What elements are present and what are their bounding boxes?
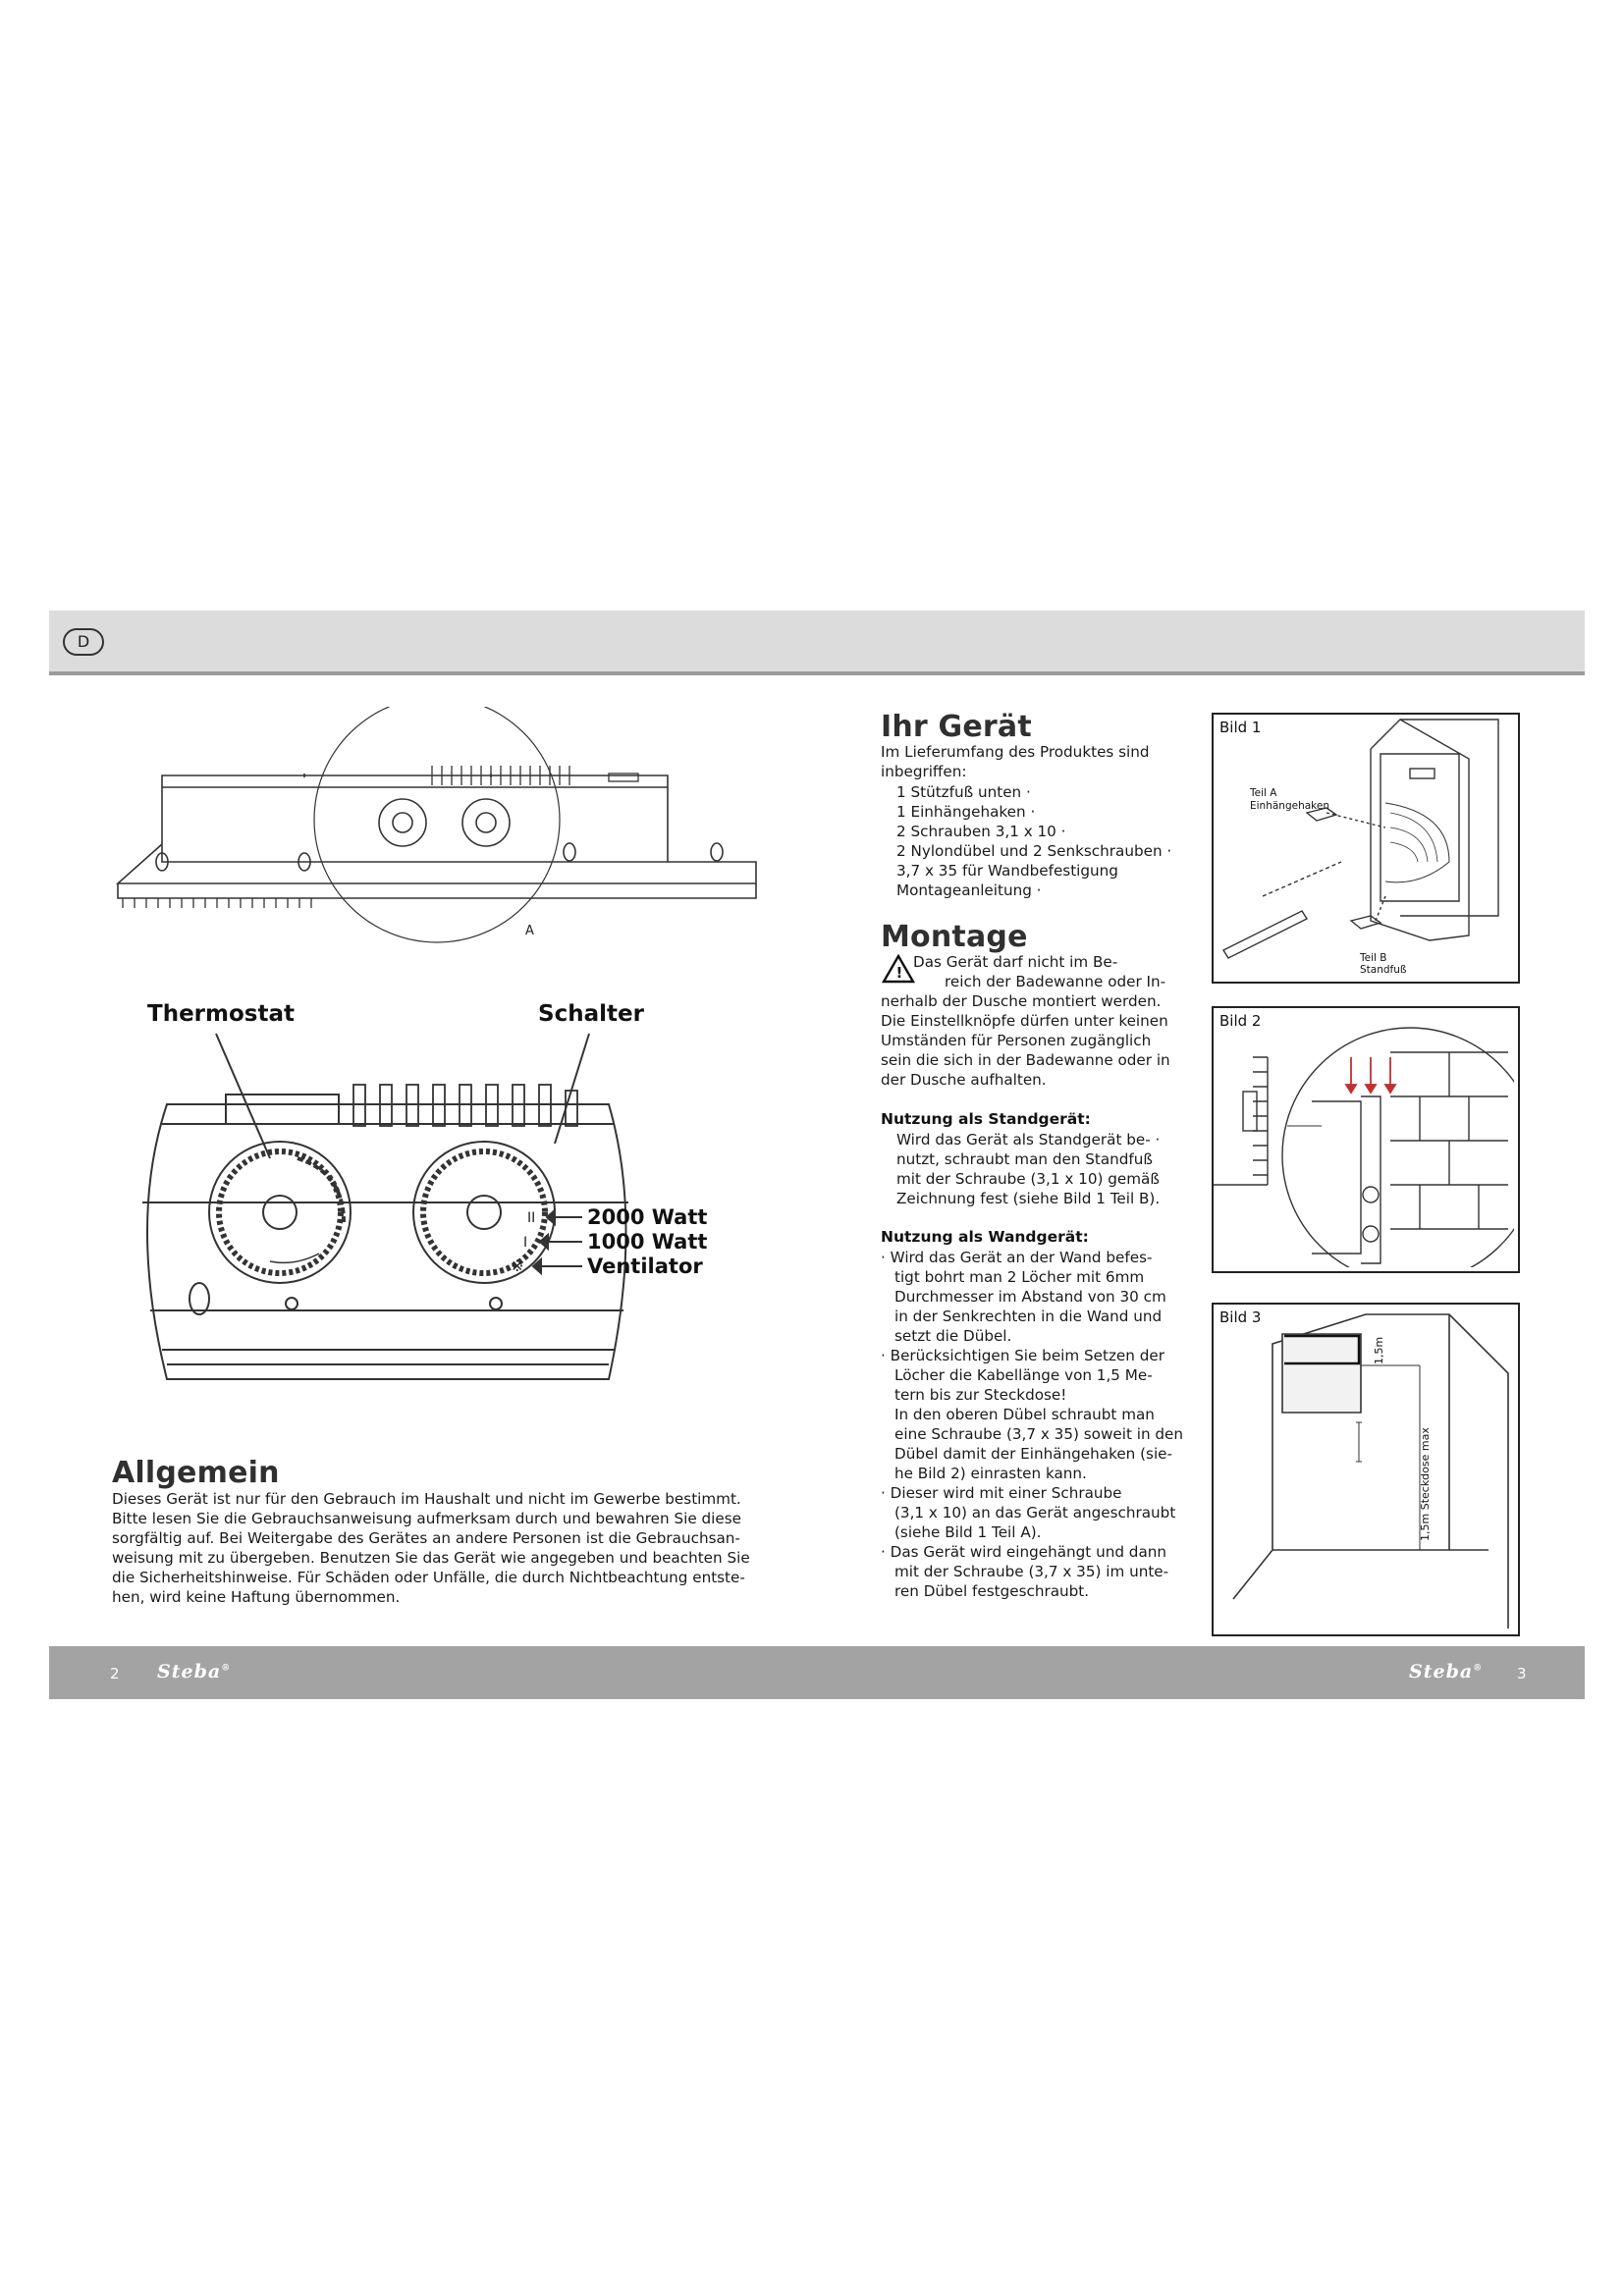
heater-top-diagram: [108, 707, 776, 962]
montage-title: Montage: [881, 920, 1028, 954]
montage-line-1: Das Gerät darf nicht im Be-: [913, 953, 1118, 971]
standgeraet-title: Nutzung als Standgerät:: [881, 1110, 1091, 1128]
bild-2-title: Bild 2: [1219, 1012, 1262, 1030]
label-2000-watt: 2000 Watt: [587, 1205, 708, 1229]
bild-1-standfuss: Standfuß: [1360, 964, 1407, 976]
wandgeraet-text: · Wird das Gerät an der Wand befes- tigt bohrt man 2 Löcher mit 6mm Durchmesser im Abstand von 30 cm in der Senkrechten in die Wand und setzt die Dübel. · Berücksichtigen Sie beim Setzen der Löcher die Kabellänge von 1,5 Me- tern bis zur Steckdose! In den oberen Dübel schraubt man eine Schraube (3,7 x 35) soweit in den Dübel damit der Einhängehaken (sie- he Bild 2) einrasten kann. · Dieser wird mit einer Schraube (3,1 x 10) an das Gerät angeschraubt (siehe Bild 1 Teil A). · Das Gerät wird eingehängt und dann mit der Schraube (3,7 x 35) im unte- ren Dübel festgeschraubt.: [881, 1249, 1184, 1600]
label-thermostat: Thermostat: [147, 1001, 295, 1027]
bild-1-title: Bild 1: [1219, 719, 1262, 736]
language-badge: D: [63, 628, 104, 656]
wandgeraet-title: Nutzung als Wandgerät:: [881, 1228, 1089, 1246]
svg-text:I: I: [523, 1235, 528, 1251]
page-number-right: 3: [1517, 1665, 1527, 1682]
svg-text:※: ※: [511, 1256, 524, 1275]
bild-2-drawing: [1214, 1008, 1514, 1267]
list-item: 1 Einhängehaken ·: [896, 803, 1036, 821]
list-item: 2 Schrauben 3,1 x 10 ·: [896, 823, 1066, 840]
bild-3-title: Bild 3: [1219, 1308, 1262, 1326]
bild-1-einhaengehaken: Einhängehaken: [1250, 800, 1329, 812]
ihr-geraet-intro: Im Lieferumfang des Produktes sind inbegriffen:: [881, 743, 1150, 780]
allgemein-text: Dieses Gerät ist nur für den Gebrauch im Haushalt und nicht im Gewerbe bestimmt. Bitte lesen Sie die Gebrauchsanweisung aufmerksam durch und bewahren Sie diese sorgfältig auf. Bei Weitergabe des Gerätes an andere Personen ist die Gebrauchsan- weisung mit zu übergeben. Benutzen Sie das Gerät wie angegeben und beachten Sie die Sicherheitshinweise. Für Schäden oder Unfälle, die durch Nichtbeachtung entste- hen, wird keine Haftung übernommen.: [112, 1490, 750, 1606]
bild-1-teil-a: Teil A: [1250, 787, 1277, 799]
standgeraet-text: Wird das Gerät als Standgerät be- · nutzt, schraubt man den Standfuß mit der Schraube (3,1 x 10) gemäß Zeichnung fest (siehe Bild 1 Teil B).: [896, 1131, 1161, 1207]
bild-3-drawing: [1214, 1305, 1514, 1630]
montage-text: nerhalb der Dusche montiert werden. Die Einstellknöpfe dürfen unter keinen Umständen für Personen zugänglich sein die sich in der Badewanne oder in der Dusche aufhalten.: [881, 992, 1170, 1089]
page-number-left: 2: [110, 1665, 120, 1682]
list-item: 1 Stützfuß unten ·: [896, 783, 1031, 801]
bild-3-dim-2: 1,5m Steckdose max: [1419, 1427, 1432, 1541]
bild-3-dim-1: 1,5m: [1373, 1336, 1385, 1364]
label-ventilator: Ventilator: [587, 1255, 703, 1278]
bild-1-teil-b: Teil B: [1360, 952, 1387, 964]
knob-detail-diagram: [123, 1026, 643, 1409]
montage-line-2: reich der Badewanne oder In-: [945, 973, 1166, 990]
ihr-geraet-title: Ihr Gerät: [881, 710, 1032, 744]
header-band: [49, 611, 1585, 675]
list-item: 2 Nylondübel und 2 Senkschrauben ·: [896, 842, 1172, 860]
warning-icon: [882, 954, 915, 984]
svg-text:!: !: [895, 964, 903, 982]
marker-a: A: [525, 924, 534, 938]
label-1000-watt: 1000 Watt: [587, 1230, 708, 1254]
list-item: Montageanleitung ·: [896, 881, 1042, 899]
brand-logo-left: Steba®: [157, 1661, 232, 1682]
svg-text:II: II: [527, 1210, 536, 1226]
brand-logo-right: Steba®: [1409, 1661, 1484, 1682]
label-schalter: Schalter: [538, 1001, 644, 1027]
footer-band: [49, 1646, 1585, 1699]
allgemein-title: Allgemein: [112, 1456, 280, 1490]
scope-of-delivery-list: [896, 782, 1171, 900]
list-item: 3,7 x 35 für Wandbefestigung: [896, 862, 1118, 880]
bild-1-drawing: [1214, 715, 1514, 978]
